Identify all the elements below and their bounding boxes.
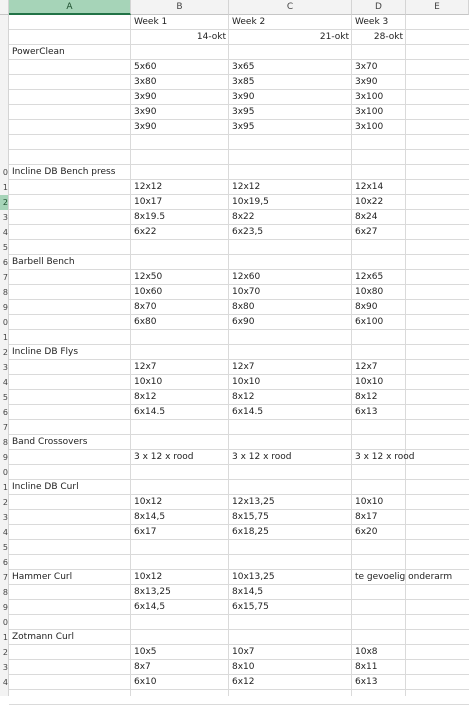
cell-c-16[interactable] [229,240,352,255]
cell-c-13[interactable]: 10x19,5 [232,197,269,207]
cell-e-3[interactable] [406,45,469,60]
cell-b-2[interactable]: 14-okt [196,32,226,42]
cell-d-25[interactable]: 10x10 [355,377,384,387]
cell-c-14[interactable]: 8x22 [232,212,255,222]
cell-e-37[interactable] [406,555,469,570]
row-number[interactable]: 8 [2,288,8,297]
cell-c-8[interactable]: 3x95 [232,122,255,132]
cell-c-39[interactable]: 8x14,5 [232,587,264,597]
cell-c-25[interactable]: 10x10 [232,377,261,387]
cell-c-40[interactable]: 6x15,75 [232,602,269,612]
cell-b-7[interactable]: 3x90 [134,107,157,117]
cell-e-41[interactable] [406,615,469,630]
row-number[interactable]: 5 [2,243,8,252]
cell-d-10[interactable] [352,150,406,165]
cell-b-12[interactable]: 12x12 [134,182,163,192]
cell-b-3[interactable] [131,45,229,60]
cell-e-35[interactable] [406,525,469,540]
cell-d-17[interactable] [352,255,406,270]
cell-a-41[interactable] [9,615,131,630]
cell-a-27[interactable] [9,405,131,420]
cell-a-38[interactable]: Hammer Curl [12,572,73,582]
row-number[interactable]: 1 [2,183,8,192]
cell-b-13[interactable]: 10x17 [134,197,163,207]
row-number[interactable] [0,690,8,705]
cell-b-24[interactable]: 12x7 [134,362,157,372]
row-number[interactable]: 9 [2,303,8,312]
cell-c-10[interactable] [229,150,352,165]
row-number[interactable]: 2 [2,648,8,657]
cell-a-20[interactable] [9,300,131,315]
row-number[interactable]: 8 [2,438,8,447]
cell-e-30[interactable] [406,450,469,465]
cell-d-40[interactable] [352,600,406,615]
cell-d-44[interactable]: 8x11 [355,662,378,672]
row-number[interactable]: 2 [2,348,8,357]
cell-d-28[interactable] [352,420,406,435]
cell-e-18[interactable] [406,270,469,285]
cell-a-21[interactable] [9,315,131,330]
cell-c-2[interactable]: 21-okt [319,32,349,42]
cell-e-33[interactable] [406,495,469,510]
cell-a-31[interactable] [9,465,131,480]
cell-c-23[interactable] [229,345,352,360]
cell-d-41[interactable] [352,615,406,630]
cell-c-32[interactable] [229,480,352,495]
cell-c-12[interactable]: 12x12 [232,182,261,192]
cell-b-34[interactable]: 8x14,5 [134,512,166,522]
row-number[interactable]: 6 [2,558,8,567]
cell-b-18[interactable]: 12x50 [134,272,163,282]
cell-d-6[interactable]: 3x100 [355,92,384,102]
column-header-d[interactable]: D [352,0,406,15]
cell-a-32[interactable]: Incline DB Curl [12,482,79,492]
cell-e-14[interactable] [406,210,469,225]
cell-c-27[interactable]: 6x14.5 [232,407,264,417]
cell-d-8[interactable]: 3x100 [355,122,384,132]
cell-b-10[interactable] [131,150,229,165]
cell-c-21[interactable]: 6x90 [232,317,255,327]
cell-a-36[interactable] [9,540,131,555]
cell-a-34[interactable] [9,510,131,525]
cell-c-33[interactable]: 12x13,25 [232,497,275,507]
cell-c-43[interactable]: 10x7 [232,647,255,657]
row-number[interactable]: 9 [2,603,8,612]
cell-e-24[interactable] [406,360,469,375]
cell-e-19[interactable] [406,285,469,300]
cell-e-10[interactable] [406,150,469,165]
cell-c-17[interactable] [229,255,352,270]
cell-e-9[interactable] [406,135,469,150]
cell-a-14[interactable] [9,210,131,225]
cell-a-16[interactable] [9,240,131,255]
cell-c-3[interactable] [229,45,352,60]
cell-a-30[interactable] [9,450,131,465]
row-number[interactable]: 5 [2,543,8,552]
cell-e-2[interactable] [406,30,469,45]
cell-b-16[interactable] [131,240,229,255]
cell-e-28[interactable] [406,420,469,435]
column-header-a[interactable]: A [9,0,131,15]
cell-a-28[interactable] [9,420,131,435]
cell-e-11[interactable] [406,165,469,180]
cell-e-45[interactable] [406,675,469,690]
cell-e-5[interactable] [406,75,469,90]
cell-c-11[interactable] [229,165,352,180]
cell-c-46[interactable] [229,690,352,705]
cell-c-5[interactable]: 3x85 [232,77,255,87]
cell-d-26[interactable]: 8x12 [355,392,378,402]
cell-e-39[interactable] [406,585,469,600]
cell-b-25[interactable]: 10x10 [134,377,163,387]
cell-b-26[interactable]: 8x12 [134,392,157,402]
cell-d-9[interactable] [352,135,406,150]
cell-d-36[interactable] [352,540,406,555]
cell-d-3[interactable] [352,45,406,60]
cell-e-42[interactable] [406,630,469,645]
cell-d-5[interactable]: 3x90 [355,77,378,87]
cell-b-38[interactable]: 10x12 [134,572,163,582]
row-number[interactable]: 7 [2,573,8,582]
cell-b-33[interactable]: 10x12 [134,497,163,507]
cell-a-17[interactable]: Barbell Bench [12,257,75,267]
row-number[interactable]: 6 [2,408,8,417]
cell-d-45[interactable]: 6x13 [355,677,378,687]
cell-d-30[interactable]: 3 x 12 x rood [355,452,415,462]
cell-e-25[interactable] [406,375,469,390]
row-number[interactable]: 4 [2,378,8,387]
cell-d-35[interactable]: 6x20 [355,527,378,537]
cell-e-32[interactable] [406,480,469,495]
row-number[interactable] [0,90,8,105]
cell-e-27[interactable] [406,405,469,420]
cell-a-13[interactable] [9,195,131,210]
cell-d-19[interactable]: 10x80 [355,287,384,297]
cell-b-28[interactable] [131,420,229,435]
cell-b-42[interactable] [131,630,229,645]
row-number[interactable]: 6 [2,258,8,267]
cell-c-22[interactable] [229,330,352,345]
cell-c-24[interactable]: 12x7 [232,362,255,372]
column-header-b[interactable]: B [131,0,229,15]
cell-a-3[interactable]: PowerClean [12,47,65,57]
row-number[interactable]: 2 [0,195,8,210]
row-number[interactable] [0,105,8,120]
cell-d-31[interactable] [352,465,406,480]
cell-b-45[interactable]: 6x10 [134,677,157,687]
cell-e-4[interactable] [406,60,469,75]
cell-b-27[interactable]: 6x14.5 [134,407,166,417]
cell-d-43[interactable]: 10x8 [355,647,378,657]
cell-a-2[interactable] [9,30,131,45]
cell-b-23[interactable] [131,345,229,360]
cell-d-38[interactable]: te gevoelig onderarm [355,572,453,582]
cell-e-21[interactable] [406,315,469,330]
cell-b-4[interactable]: 5x60 [134,62,157,72]
cell-d-7[interactable]: 3x100 [355,107,384,117]
cell-b-32[interactable] [131,480,229,495]
cell-e-23[interactable] [406,345,469,360]
cell-c-28[interactable] [229,420,352,435]
cell-d-20[interactable]: 8x90 [355,302,378,312]
cell-c-38[interactable]: 10x13,25 [232,572,275,582]
cell-c-45[interactable]: 6x12 [232,677,255,687]
cell-b-19[interactable]: 10x60 [134,287,163,297]
cell-a-44[interactable] [9,660,131,675]
cell-e-12[interactable] [406,180,469,195]
row-number[interactable]: 9 [2,453,8,462]
cell-c-41[interactable] [229,615,352,630]
cell-a-43[interactable] [9,645,131,660]
row-number[interactable]: 4 [2,228,8,237]
cell-b-17[interactable] [131,255,229,270]
cell-a-6[interactable] [9,90,131,105]
cell-a-37[interactable] [9,555,131,570]
cell-b-15[interactable]: 6x22 [134,227,157,237]
cell-b-30[interactable]: 3 x 12 x rood [134,452,194,462]
cell-d-14[interactable]: 8x24 [355,212,378,222]
row-number[interactable] [0,60,8,75]
cell-c-36[interactable] [229,540,352,555]
cell-c-9[interactable] [229,135,352,150]
cell-d-4[interactable]: 3x70 [355,62,378,72]
cell-a-46[interactable] [9,690,131,705]
cell-b-6[interactable]: 3x90 [134,92,157,102]
cell-c-29[interactable] [229,435,352,450]
cell-d-29[interactable] [352,435,406,450]
cell-d-32[interactable] [352,480,406,495]
cell-c-30[interactable]: 3 x 12 x rood [232,452,292,462]
row-number[interactable]: 7 [2,423,8,432]
cell-d-1[interactable]: Week 3 [355,17,389,27]
row-number[interactable]: 4 [2,528,8,537]
cell-e-38[interactable] [406,570,469,585]
cell-a-40[interactable] [9,600,131,615]
column-header-c[interactable]: C [229,0,352,15]
cell-a-39[interactable] [9,585,131,600]
cell-d-22[interactable] [352,330,406,345]
cell-e-40[interactable] [406,600,469,615]
cell-b-22[interactable] [131,330,229,345]
row-number[interactable] [0,45,8,60]
cell-a-8[interactable] [9,120,131,135]
cell-d-23[interactable] [352,345,406,360]
row-number[interactable]: 3 [2,213,8,222]
row-number[interactable]: 7 [2,273,8,282]
cell-d-46[interactable] [352,690,406,705]
cell-b-14[interactable]: 8x19.5 [134,212,166,222]
cell-e-20[interactable] [406,300,469,315]
row-number[interactable]: 0 [2,618,8,627]
cell-b-11[interactable] [131,165,229,180]
cell-d-15[interactable]: 6x27 [355,227,378,237]
cell-b-46[interactable] [131,690,229,705]
cell-c-19[interactable]: 10x70 [232,287,261,297]
cell-b-44[interactable]: 8x7 [134,662,151,672]
cell-a-26[interactable] [9,390,131,405]
cell-b-43[interactable]: 10x5 [134,647,157,657]
cell-a-23[interactable]: Incline DB Flys [12,347,79,357]
row-number[interactable]: 3 [2,363,8,372]
cell-e-43[interactable] [406,645,469,660]
cell-a-29[interactable]: Band Crossovers [12,437,88,447]
row-number[interactable] [0,30,8,45]
cell-a-45[interactable] [9,675,131,690]
cell-e-13[interactable] [406,195,469,210]
cell-c-7[interactable]: 3x95 [232,107,255,117]
row-number[interactable]: 2 [2,498,8,507]
cell-c-18[interactable]: 12x60 [232,272,261,282]
cell-b-20[interactable]: 8x70 [134,302,157,312]
cell-c-20[interactable]: 8x80 [232,302,255,312]
cell-b-40[interactable]: 6x14,5 [134,602,166,612]
cell-b-21[interactable]: 6x80 [134,317,157,327]
row-number[interactable]: 1 [2,633,8,642]
cell-e-15[interactable] [406,225,469,240]
cell-e-46[interactable] [406,690,469,705]
cell-a-10[interactable] [9,150,131,165]
cell-a-19[interactable] [9,285,131,300]
cell-c-35[interactable]: 6x18,25 [232,527,269,537]
row-number[interactable] [0,15,8,30]
cell-a-12[interactable] [9,180,131,195]
cell-e-34[interactable] [406,510,469,525]
cell-c-15[interactable]: 6x23,5 [232,227,264,237]
cell-a-4[interactable] [9,60,131,75]
row-number[interactable]: 3 [2,663,8,672]
cell-d-34[interactable]: 8x17 [355,512,378,522]
cell-b-5[interactable]: 3x80 [134,77,157,87]
row-number[interactable]: 1 [2,333,8,342]
cell-e-36[interactable] [406,540,469,555]
cell-c-37[interactable] [229,555,352,570]
cell-e-6[interactable] [406,90,469,105]
row-number[interactable]: 5 [2,393,8,402]
cell-b-9[interactable] [131,135,229,150]
cell-d-2[interactable]: 28-okt [373,32,403,42]
row-number[interactable]: 0 [2,468,8,477]
row-number[interactable]: 8 [2,588,8,597]
row-number[interactable]: 0 [2,168,8,177]
cell-b-31[interactable] [131,465,229,480]
cell-c-1[interactable]: Week 2 [232,17,266,27]
cell-e-7[interactable] [406,105,469,120]
cell-b-1[interactable]: Week 1 [134,17,168,27]
cell-d-27[interactable]: 6x13 [355,407,378,417]
row-number[interactable]: 4 [2,678,8,687]
cell-d-12[interactable]: 12x14 [355,182,384,192]
row-number[interactable] [0,135,8,150]
cell-e-1[interactable] [406,15,469,30]
row-number[interactable] [0,75,8,90]
cell-b-35[interactable]: 6x17 [134,527,157,537]
cell-a-22[interactable] [9,330,131,345]
cell-b-37[interactable] [131,555,229,570]
cell-c-44[interactable]: 8x10 [232,662,255,672]
cell-e-29[interactable] [406,435,469,450]
cell-d-11[interactable] [352,165,406,180]
cell-d-18[interactable]: 12x65 [355,272,384,282]
cell-a-35[interactable] [9,525,131,540]
cell-a-42[interactable]: Zotmann Curl [12,632,74,642]
cell-a-5[interactable] [9,75,131,90]
row-number[interactable] [0,150,8,165]
cell-a-33[interactable] [9,495,131,510]
cell-d-13[interactable]: 10x22 [355,197,384,207]
cell-b-41[interactable] [131,615,229,630]
row-number[interactable]: 3 [2,513,8,522]
cell-c-26[interactable]: 8x12 [232,392,255,402]
cell-d-42[interactable] [352,630,406,645]
cell-e-44[interactable] [406,660,469,675]
cell-a-11[interactable]: Incline DB Bench press [12,167,116,177]
cell-e-26[interactable] [406,390,469,405]
select-all-corner[interactable] [0,0,9,15]
cell-d-33[interactable]: 10x10 [355,497,384,507]
cell-a-24[interactable] [9,360,131,375]
row-number[interactable] [0,120,8,135]
cell-c-42[interactable] [229,630,352,645]
cell-d-39[interactable] [352,585,406,600]
cell-a-7[interactable] [9,105,131,120]
cell-d-37[interactable] [352,555,406,570]
cell-d-21[interactable]: 6x100 [355,317,384,327]
cell-d-24[interactable]: 12x7 [355,362,378,372]
cell-a-15[interactable] [9,225,131,240]
cell-e-22[interactable] [406,330,469,345]
cell-c-6[interactable]: 3x90 [232,92,255,102]
cell-a-1[interactable] [9,15,131,30]
cell-e-17[interactable] [406,255,469,270]
cell-e-31[interactable] [406,465,469,480]
cell-a-9[interactable] [9,135,131,150]
cell-d-16[interactable] [352,240,406,255]
cell-b-36[interactable] [131,540,229,555]
cell-c-31[interactable] [229,465,352,480]
row-number[interactable]: 1 [2,483,8,492]
cell-c-34[interactable]: 8x15,75 [232,512,269,522]
cell-c-4[interactable]: 3x65 [232,62,255,72]
cell-b-29[interactable] [131,435,229,450]
cell-b-8[interactable]: 3x90 [134,122,157,132]
cell-a-18[interactable] [9,270,131,285]
cell-a-25[interactable] [9,375,131,390]
cell-e-16[interactable] [406,240,469,255]
cell-e-8[interactable] [406,120,469,135]
cell-b-39[interactable]: 8x13,25 [134,587,171,597]
row-number[interactable]: 0 [2,318,8,327]
column-header-e[interactable]: E [406,0,469,15]
